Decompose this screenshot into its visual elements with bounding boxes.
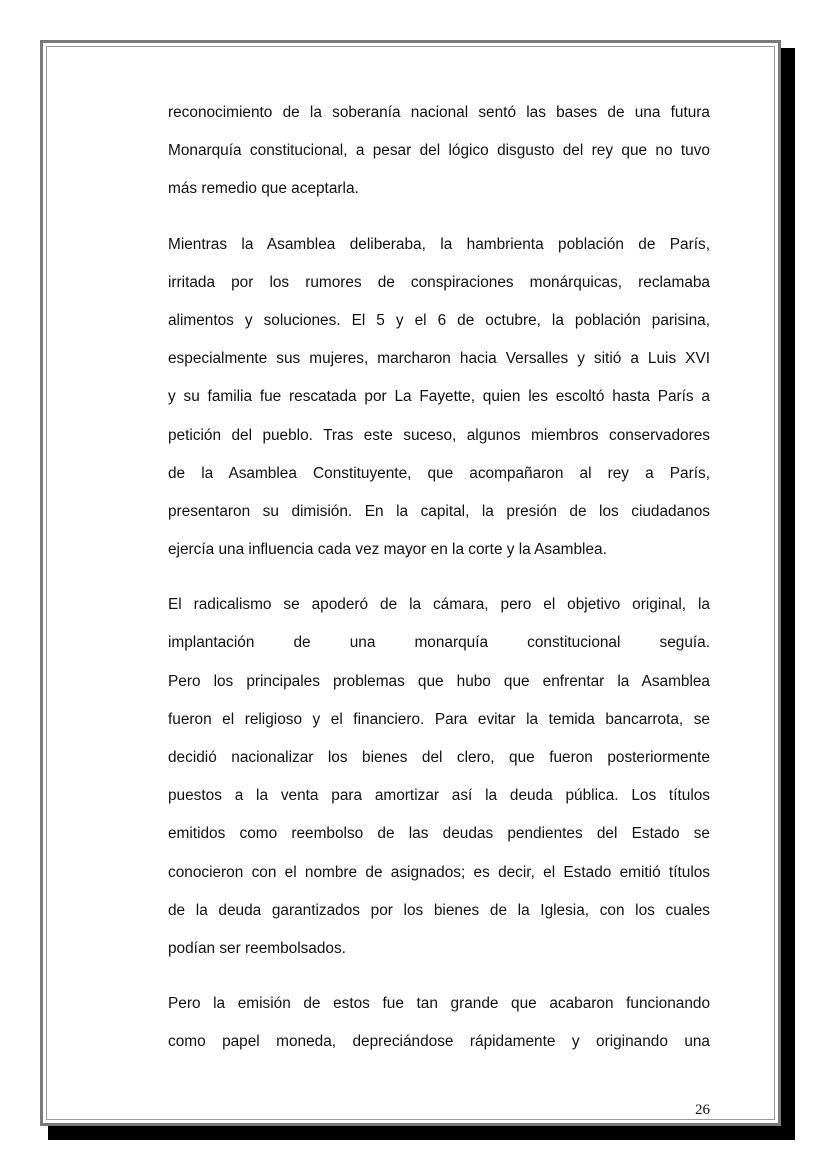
text-line: Monarquía constitucional, a pesar del lógico disgusto del rey que no tuvo <box>168 142 710 160</box>
text-line: alimentos y soluciones. El 5 y el 6 de octubre, la población parisina, <box>168 311 710 329</box>
text-line: puestos a la venta para amortizar así la deuda pública. Los títulos <box>168 787 710 805</box>
text-line: podían ser reembolsados. <box>168 939 346 957</box>
text-line: Mientras la Asamblea deliberaba, la hambrienta población de París, <box>168 235 710 253</box>
text-line: decidió nacionalizar los bienes del clero, que fueron posteriormente <box>168 749 710 766</box>
text-line: emitidos como reembolso de las deudas pendientes del Estado se <box>168 825 710 843</box>
paragraph-1 <box>168 94 710 209</box>
text-line: de la Asamblea Constituyente, que acompañaron al rey a París, <box>168 464 710 482</box>
text-line: petición del pueblo. Tras este suceso, algunos miembros conservadores <box>168 426 710 444</box>
text-line: fueron el religioso y el financiero. Para evitar la temida bancarrota, se <box>168 710 710 728</box>
text-line: de la deuda garantizados por los bienes de la Iglesia, con los cuales <box>168 901 710 919</box>
text-line: reconocimiento de la soberanía nacional sentó las bases de una futura <box>168 104 710 121</box>
text-line: Pero los principales problemas que hubo que enfrentar la Asamblea <box>168 672 710 690</box>
text-line: como papel moneda, depreciándose rápidamente y originando una <box>168 1033 710 1051</box>
text-line: Pero la emisión de estos fue tan grande que acabaron funcionando <box>168 995 710 1013</box>
text-line: irritada por los rumores de conspiraciones monárquicas, reclamaba <box>168 273 710 291</box>
paragraph-3 <box>168 586 710 968</box>
text-line: y su familia fue rescatada por La Fayette, quien les escoltó hasta París a <box>168 388 710 406</box>
text-line: presentaron su dimisión. En la capital, la presión de los ciudadanos <box>168 502 710 520</box>
paragraph-4 <box>168 985 710 1061</box>
document-body <box>168 94 710 1079</box>
paragraph-2 <box>168 226 710 570</box>
page-number: 26 <box>695 1102 710 1118</box>
text-line: ejercía una influencia cada vez mayor en la corte y la Asamblea. <box>168 541 607 559</box>
text-line: conocieron con el nombre de asignados; es decir, el Estado emitió títulos <box>168 863 710 881</box>
text-line: especialmente sus mujeres, marcharon hacia Versalles y sitió a Luis XVI <box>168 350 710 368</box>
text-line: más remedio que aceptarla. <box>168 180 359 198</box>
text-line: implantación de una monarquía constitucional seguía. <box>168 634 710 652</box>
text-line: El radicalismo se apoderó de la cámara, pero el objetivo original, la <box>168 596 710 614</box>
